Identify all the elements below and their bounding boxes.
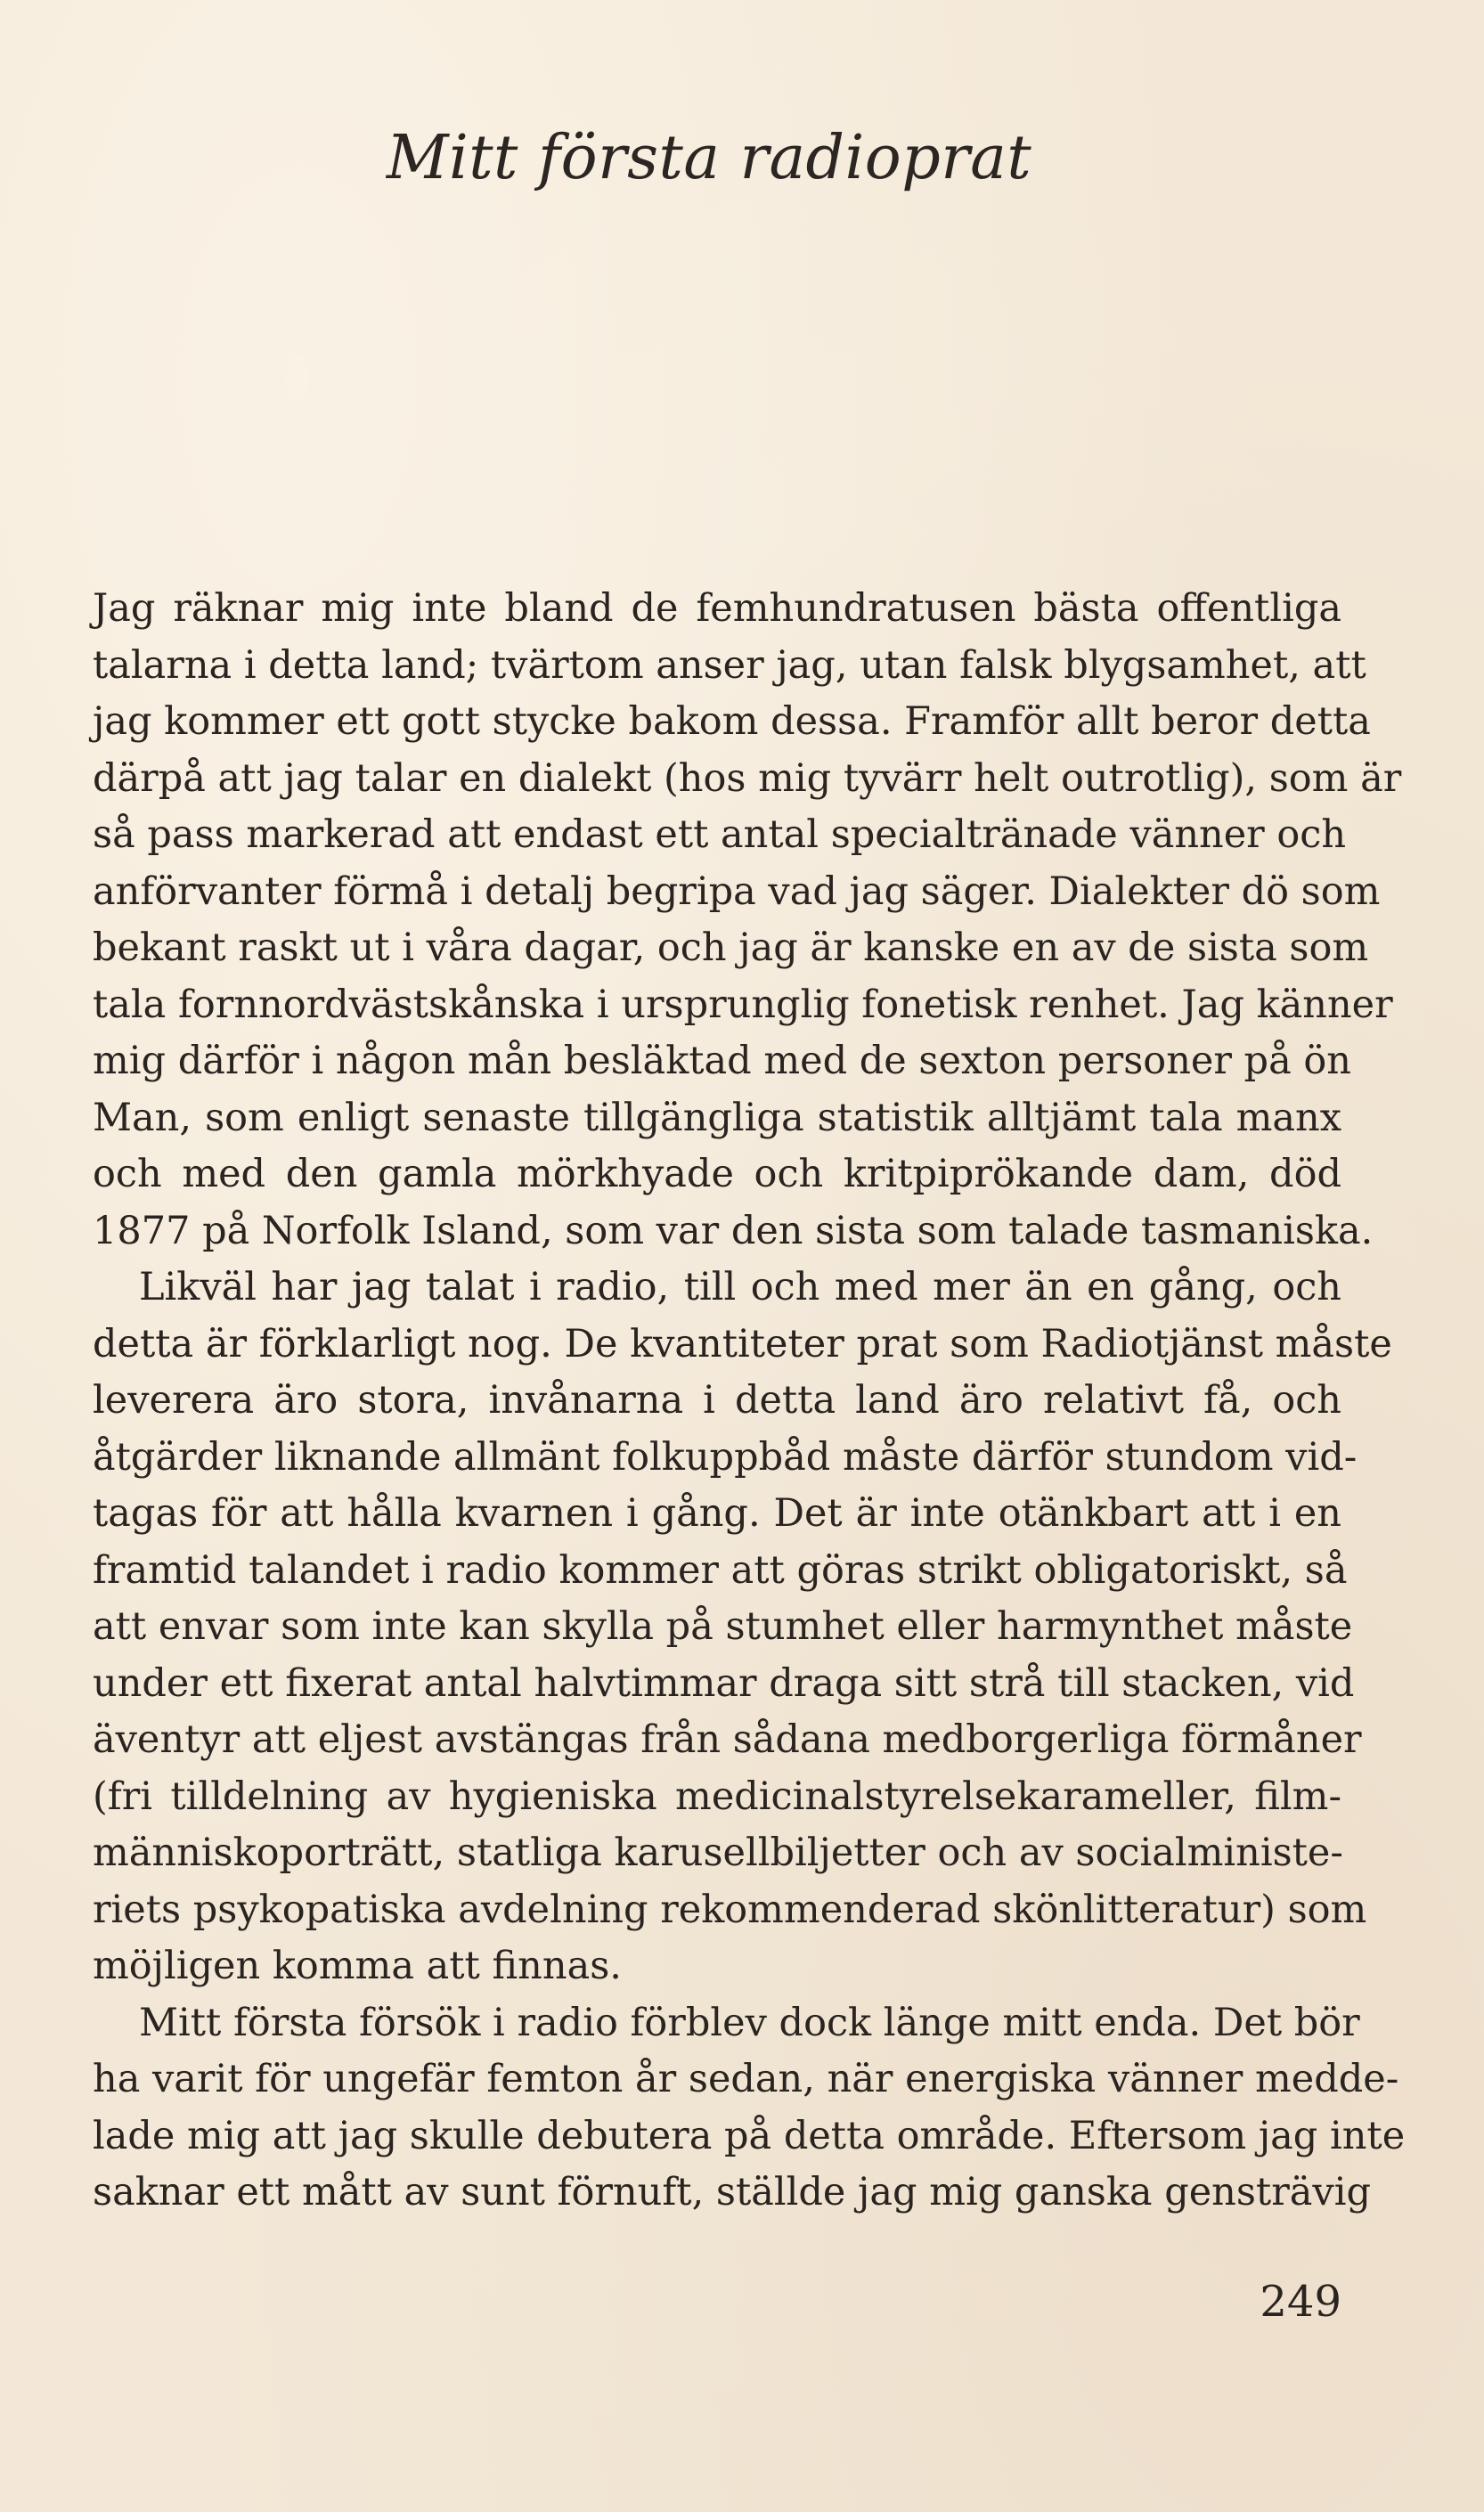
text-line: äventyr att eljest avstängas från sådana medborgerliga förmåner <box>93 1717 1362 1762</box>
text-line: och med den gamla mörkhyade och kritpiprökande dam, död <box>93 1152 1341 1196</box>
text-line: jag kommer ett gott stycke bakom dessa. Framför allt beror detta <box>93 699 1371 744</box>
text-line: 1877 på Norfolk Island, som var den sista som talade tasmaniska. <box>93 1208 1374 1253</box>
text-line: åtgärder liknande allmänt folkuppbåd måste därför stundom vid- <box>93 1434 1358 1480</box>
paragraph <box>93 1995 1406 2222</box>
text-line: så pass markerad att endast ett antal specialtränade vänner och <box>93 812 1347 857</box>
text-line: leverera äro stora, invånarna i detta land äro relativt få, och <box>93 1378 1341 1423</box>
text-line: mig därför i någon mån besläktad med de sexton personer på ön <box>93 1039 1351 1083</box>
text-line: saknar ett mått av sunt förnuft, ställde jag mig ganska gensträvig <box>93 2170 1371 2214</box>
body-text <box>93 581 1406 2222</box>
page-number: 249 <box>1260 2277 1341 2327</box>
text-line: Likväl har jag talat i radio, till och med mer än en gång, och <box>139 1265 1341 1309</box>
text-line: anförvanter förmå i detalj begripa vad jag säger. Dialekter dö som <box>93 869 1381 914</box>
text-line: ha varit för ungefär femton år sedan, när energiska vänner medde- <box>93 2057 1399 2101</box>
text-line: under ett fixerat antal halvtimmar draga sitt strå till stacken, vid <box>93 1660 1355 1706</box>
paragraph <box>93 1260 1392 1995</box>
text-line: detta är förklarligt nog. De kvantiteter prat som Radiotjänst måste <box>93 1321 1392 1366</box>
text-line: därpå att jag talar en dialekt (hos mig tyvärr helt outrotlig), som är <box>93 755 1402 801</box>
text-line: riets psykopatiska avdelning rekommenderad skönlitteratur) som <box>93 1887 1367 1932</box>
text-line: möjligen komma att finnas. <box>93 1944 622 1988</box>
text-line: bekant raskt ut i våra dagar, och jag är kanske en av de sista som <box>93 926 1369 970</box>
text-line: tala fornnordvästskånska i ursprunglig fonetisk renhet. Jag känner <box>93 982 1393 1027</box>
text-line: att envar som inte kan skylla på stumhet eller harmynthet måste <box>93 1604 1353 1649</box>
text-line: talarna i detta land; tvärtom anser jag, utan falsk blygsamhet, att <box>93 642 1366 688</box>
text-line: Man, som enligt senaste tillgängliga statistik alltjämt tala manx <box>93 1095 1341 1140</box>
text-line: Jag räknar mig inte bland de femhundratusen bästa offentliga <box>93 586 1341 631</box>
text-line: lade mig att jag skulle debutera på detta område. Eftersom jag inte <box>93 2113 1406 2158</box>
text-line: (fri tilldelning av hygieniska medicinalstyrelsekarameller, film- <box>93 1774 1341 1819</box>
text-line: människoporträtt, statliga karusellbiljetter och av socialministe- <box>93 1831 1343 1875</box>
text-line: framtid talandet i radio kommer att göras strikt obligatoriskt, så <box>93 1547 1348 1593</box>
chapter-title: Mitt första radioprat <box>386 123 1032 193</box>
text-line: Mitt första försök i radio förblev dock länge mitt enda. Det bör <box>139 2000 1360 2045</box>
paragraph <box>93 581 1402 1260</box>
text-line: tagas för att hålla kvarnen i gång. Det är inte otänkbart att i en <box>93 1491 1341 1536</box>
